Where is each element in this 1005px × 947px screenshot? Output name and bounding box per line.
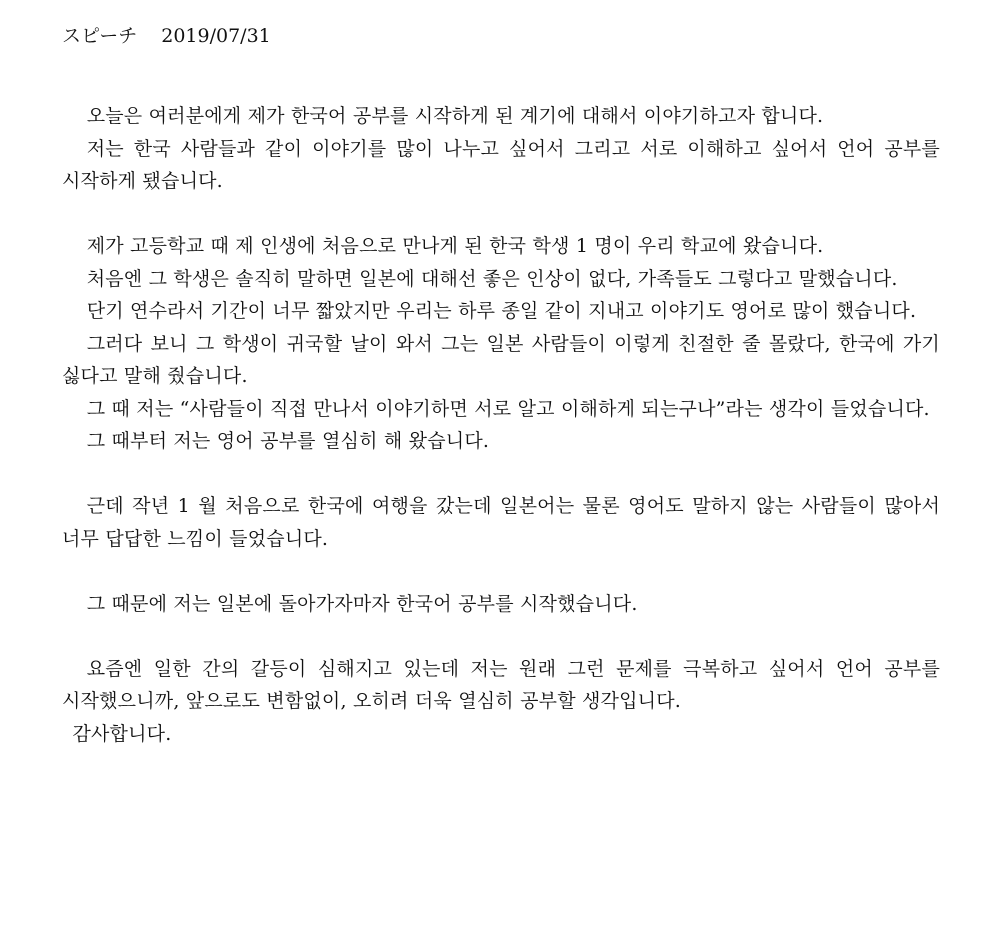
- paragraph-gap: [62, 458, 940, 491]
- paragraph-gap: [62, 555, 940, 588]
- speech-document: [62, 22, 940, 750]
- paragraph: 단기 연수라서 기간이 너무 짧았지만 우리는 하루 종일 같이 지내고 이야기도 영어로 많이 했습니다.: [86, 300, 917, 322]
- paragraph-gap: [62, 198, 940, 231]
- paragraph: 저는 한국 사람들과 같이 이야기를 많이 나누고 싶어서 그리고 서로 이해하고 싶어서 언어 공부를 시작하게 됐습니다.: [62, 137, 940, 192]
- paragraph: 처음엔 그 학생은 솔직히 말하면 일본에 대해선 좋은 인상이 없다, 가족들도 그렇다고 말했습니다.: [86, 267, 898, 290]
- paragraph: 제가 고등학교 때 제 인생에 처음으로 만나게 된 한국 학생 1 명이 우리 학교에 왔습니다.: [86, 235, 824, 257]
- paragraph: 그러다 보니 그 학생이 귀국할 날이 와서 그는 일본 사람들이 이렇게 친절한 줄 몰랐다, 한국에 가기 싫다고 말해 줬습니다.: [62, 332, 940, 387]
- paragraph: 그 때부터 저는 영어 공부를 열심히 해 왔습니다.: [86, 430, 490, 452]
- paragraph: 요즘엔 일한 간의 갈등이 심해지고 있는데 저는 원래 그런 문제를 극복하고 싶어서 언어 공부를 시작했으니까, 앞으로도 변함없이, 오히려 더욱 열심히 공부할 생각입니다.: [62, 657, 940, 712]
- closing-line: 감사합니다.: [72, 722, 172, 745]
- paragraph: 그 때문에 저는 일본에 돌아가자마자 한국어 공부를 시작했습니다.: [86, 592, 638, 615]
- paragraph: 근데 작년 1 월 처음으로 한국에 여행을 갔는데 일본어는 물론 영어도 말하지 않는 사람들이 많아서 너무 답답한 느낌이 들었습니다.: [62, 495, 940, 550]
- paragraph-gap: [62, 620, 940, 653]
- document-label: スピーチ: [62, 25, 138, 47]
- document-date: 2019/07/31: [161, 25, 271, 47]
- document-header: [62, 22, 940, 50]
- paragraph: 오늘은 여러분에게 제가 한국어 공부를 시작하게 된 계기에 대해서 이야기하고자 합니다.: [86, 105, 824, 127]
- paragraph: 그 때 저는 “사람들이 직접 만나서 이야기하면 서로 알고 이해하게 되는구나”라는 생각이 들었습니다.: [86, 397, 930, 420]
